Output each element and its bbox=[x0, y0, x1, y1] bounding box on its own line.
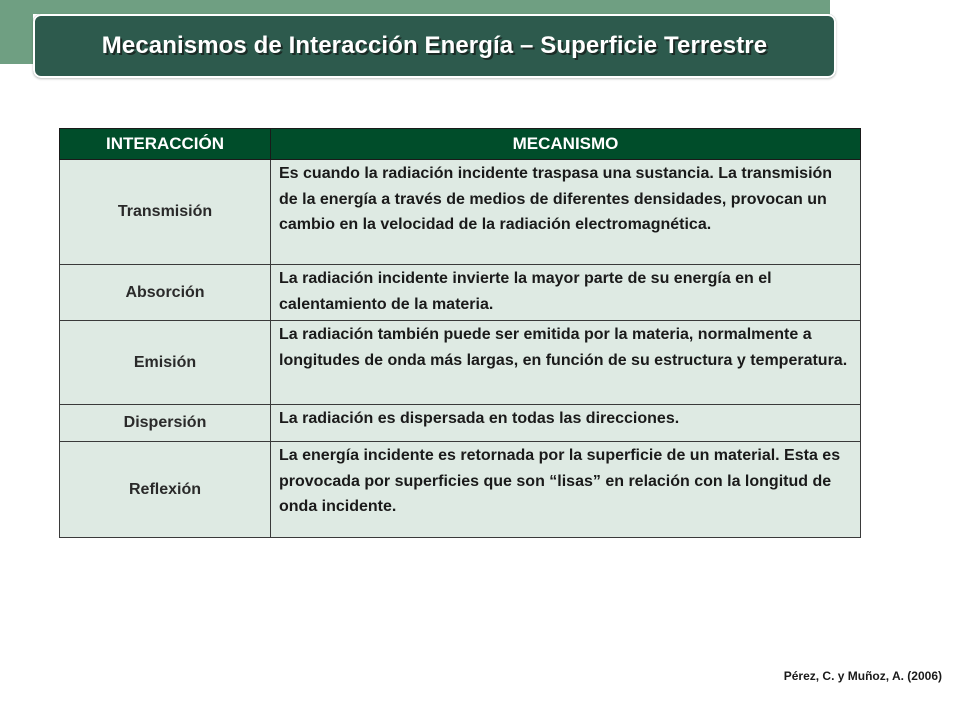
title-bar bbox=[33, 14, 836, 78]
mechanism-cell: La energía incidente es retornada por la superficie de un material. Esta es provocada por superficies que son “lisas” en relación con la longitud de onda incidente. bbox=[271, 442, 861, 538]
interaction-cell: Emisión bbox=[60, 321, 271, 405]
table-row bbox=[60, 265, 861, 321]
table-row bbox=[60, 160, 861, 265]
interaction-cell: Reflexión bbox=[60, 442, 271, 538]
table-row bbox=[60, 321, 861, 405]
mechanism-cell: La radiación incidente invierte la mayor parte de su energía en el calentamiento de la materia. bbox=[271, 265, 861, 321]
table-header-row bbox=[60, 129, 861, 160]
table-row bbox=[60, 405, 861, 442]
top-accent-band bbox=[0, 0, 830, 14]
slide-title: Mecanismos de Interacción Energía – Superficie Terrestre bbox=[101, 32, 768, 59]
left-accent-block bbox=[0, 0, 33, 64]
mechanisms-table bbox=[59, 128, 861, 538]
header-interaction: INTERACCIÓN bbox=[60, 129, 271, 160]
interaction-cell: Transmisión bbox=[60, 160, 271, 265]
header-mechanism: MECANISMO bbox=[271, 129, 861, 160]
mechanism-cell: La radiación es dispersada en todas las direcciones. bbox=[271, 405, 861, 442]
citation: Pérez, C. y Muñoz, A. (2006) bbox=[783, 669, 942, 683]
mechanism-cell: Es cuando la radiación incidente traspasa una sustancia. La transmisión de la energía a través de medios de diferentes densidades, provocan un cambio en la velocidad de la radiación electromagnética. bbox=[271, 160, 861, 265]
table-row bbox=[60, 442, 861, 538]
interaction-cell: Dispersión bbox=[60, 405, 271, 442]
mechanisms-table-container bbox=[59, 128, 860, 538]
interaction-cell: Absorción bbox=[60, 265, 271, 321]
mechanism-cell: La radiación también puede ser emitida por la materia, normalmente a longitudes de onda más largas, en función de su estructura y temperatura. bbox=[271, 321, 861, 405]
